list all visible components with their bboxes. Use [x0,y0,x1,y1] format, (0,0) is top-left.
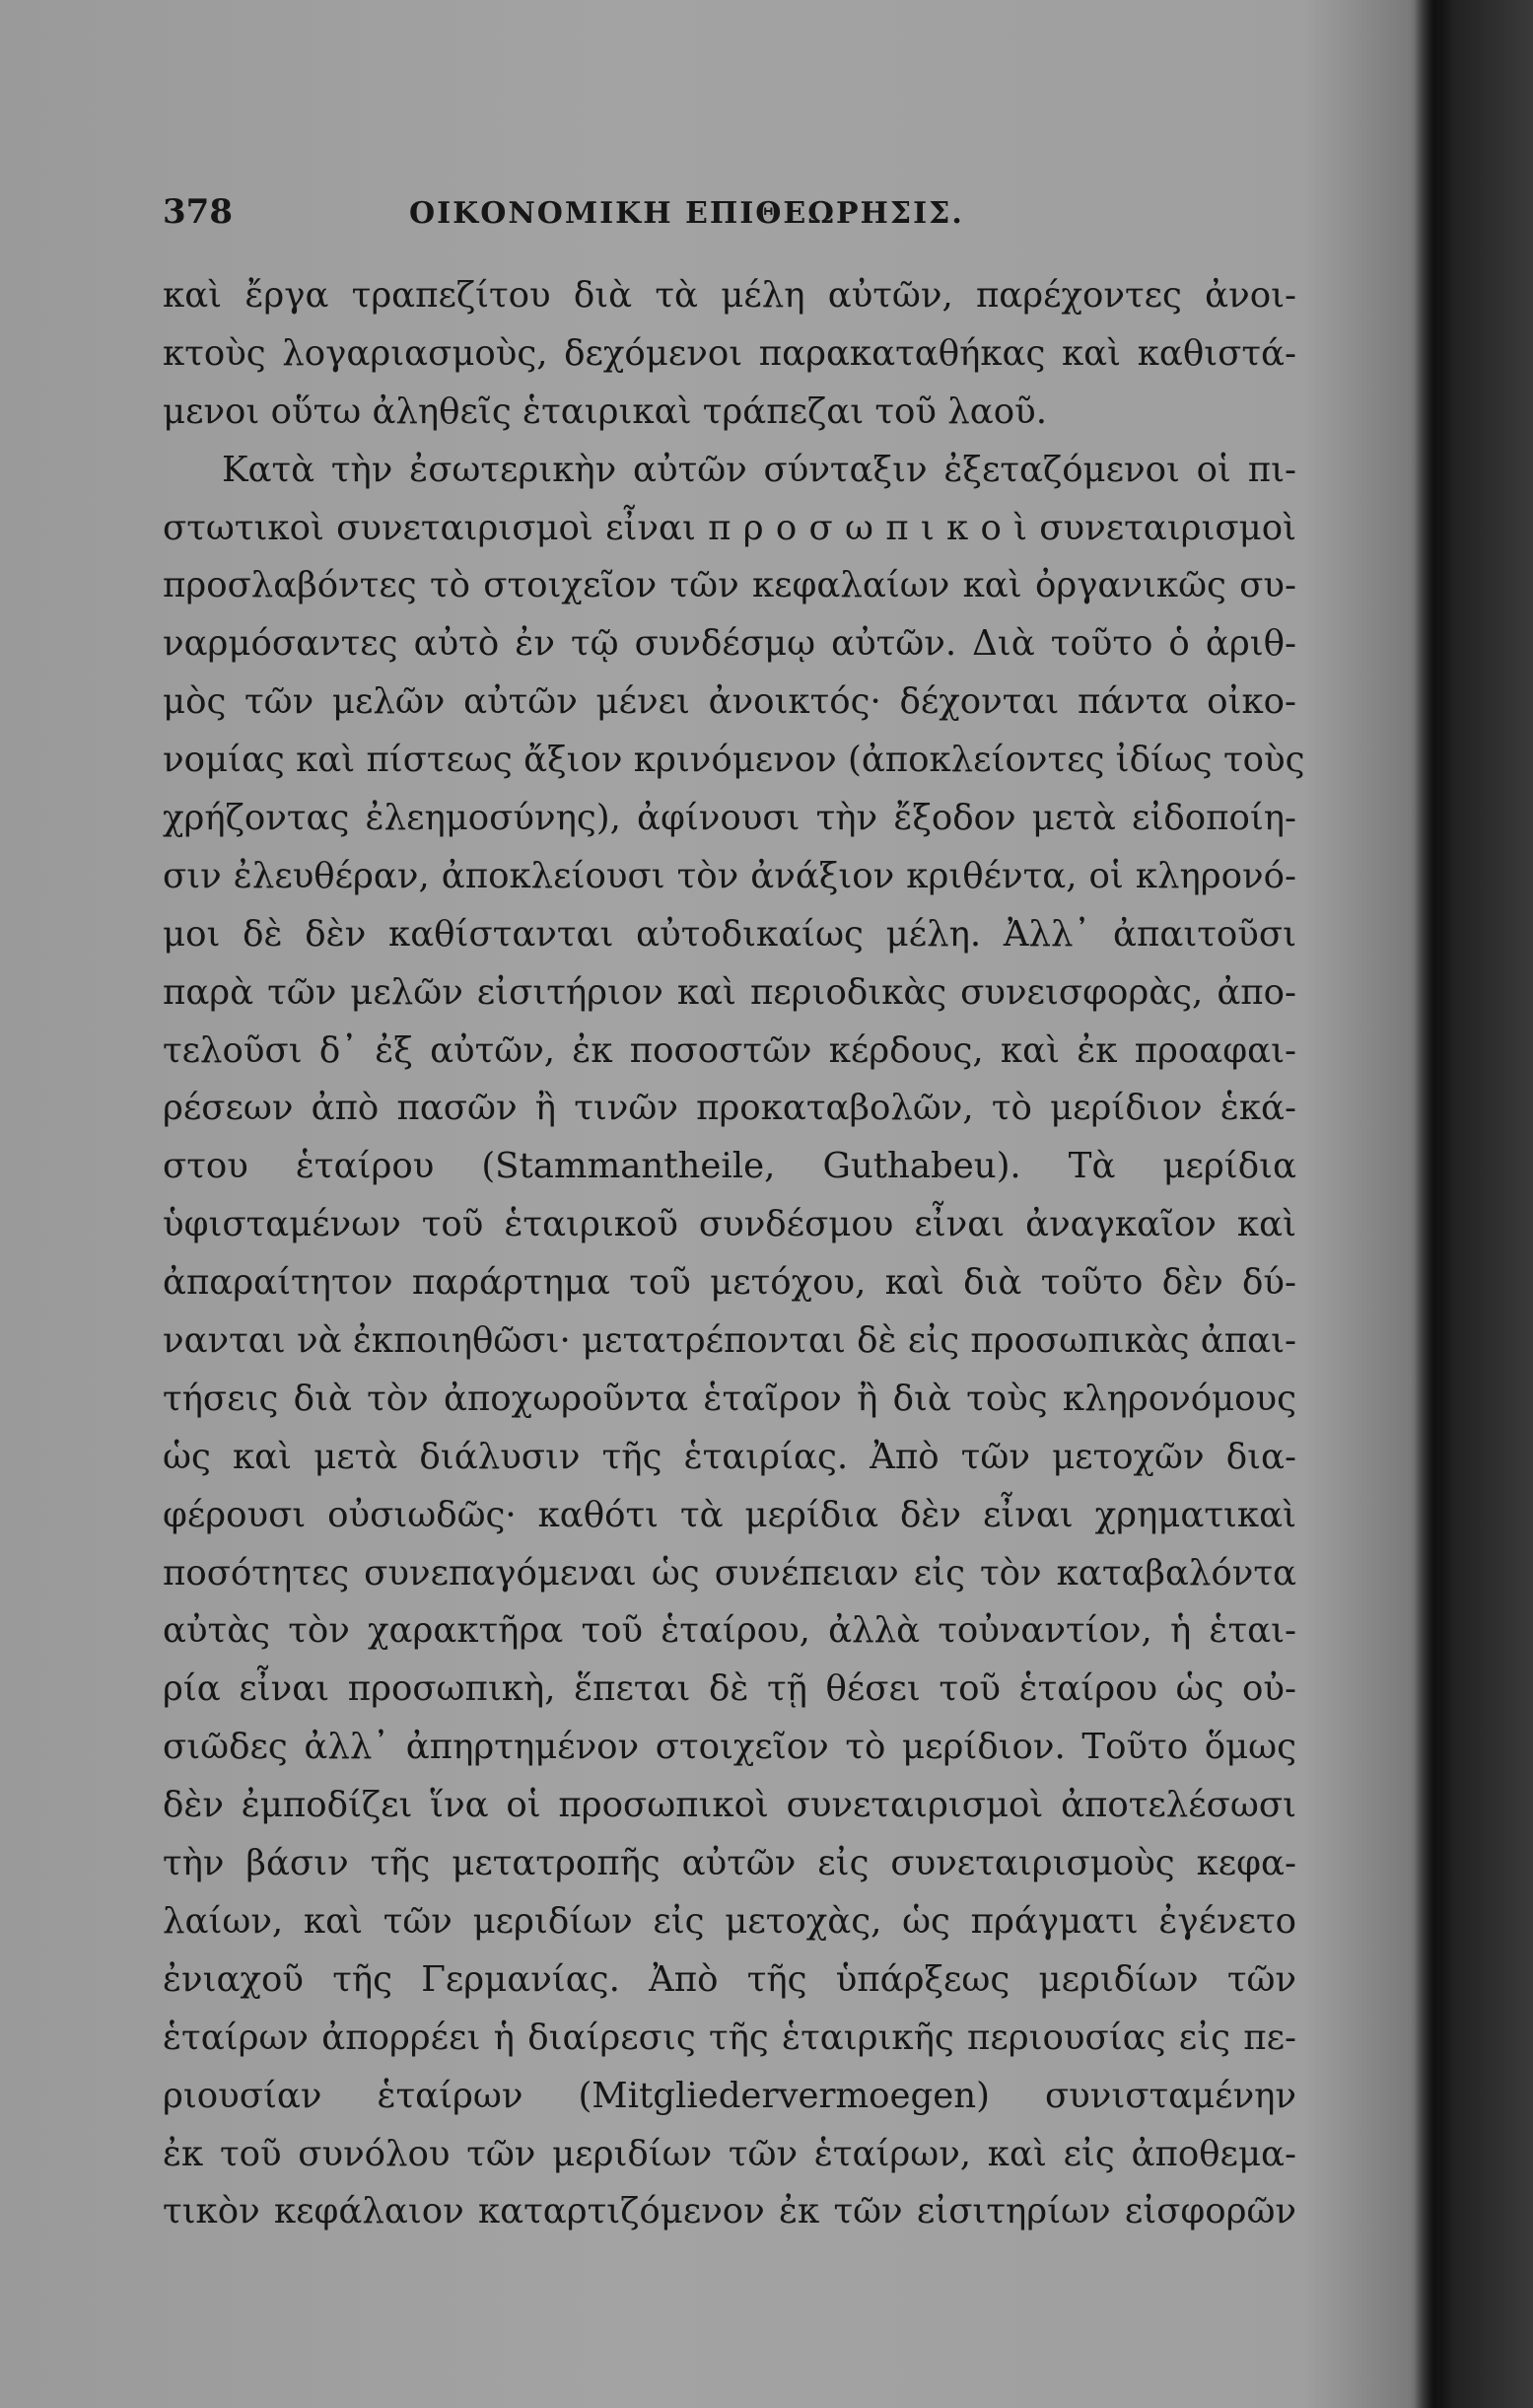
text-line: στου ἑταίρου (Stammantheile, Guthabeu). Τὰ μερίδια [163,1146,1296,1187]
text-line: ἀπαραίτητον παράρτημα τοῦ μετόχου, καὶ διὰ τοῦτο δὲν δύ- [163,1262,1296,1304]
text-line: στωτικοὶ συνεταιρισμοὶ εἶναι π ρ ο σ ω π ι κ ο ὶ συνεταιρισμοὶ [163,507,1296,548]
page-header [163,192,1296,251]
book-gutter-shadow [1415,0,1454,2408]
text-line: χρήζοντας ἐλεημοσύνης), ἀφίνουσι τὴν ἔξοδον μετὰ εἰδοποίη- [163,798,1296,839]
text-line: νανται νὰ ἐκποιηθῶσι· μετατρέπονται δὲ εἰς προσωπικὰς ἀπαι- [163,1320,1296,1362]
text-line: σιν ἐλευθέραν, ἀποκλείουσι τὸν ἀνάξιον κριθέντα, οἱ κληρονό- [163,855,1296,896]
text-line: σιῶδες ἀλλ᾽ ἀπηρτημένον στοιχεῖον τὸ μερίδιον. Τοῦτο ὅμως [163,1727,1296,1768]
text-line: νομίας καὶ πίστεως ἄξιον κρινόμενον (ἀποκλείοντες ἰδίως τοὺς [163,740,1305,781]
text-line: ναρμόσαντες αὐτὸ ἐν τῷ συνδέσμῳ αὐτῶν. Διὰ τοῦτο ὁ ἀριθ- [163,623,1296,665]
text-line: μενοι οὕτω ἀληθεῖς ἑταιρικαὶ τράπεζαι τοῦ λαοῦ. [163,390,1047,432]
text-line: δὲν ἐμποδίζει ἵνα οἱ προσωπικοὶ συνεταιρισμοὶ ἀποτελέσωσι [163,1785,1296,1826]
text-line: τὴν βάσιν τῆς μετατροπῆς αὐτῶν εἰς συνεταιρισμοὺς κεφα- [163,1843,1296,1884]
text-line: μὸς τῶν μελῶν αὐτῶν μένει ἀνοικτός· δέχονται πάντα οἰκο- [163,681,1296,723]
text-line: λαίων, καὶ τῶν μεριδίων εἰς μετοχὰς, ὡς πράγματι ἐγένετο [163,1900,1296,1942]
text-line: ἐκ τοῦ συνόλου τῶν μεριδίων τῶν ἑταίρων, καὶ εἰς ἀποθεμα- [163,2133,1296,2174]
text-line: παρὰ τῶν μελῶν εἰσιτήριον καὶ περιοδικὰς συνεισφορὰς, ἀπο- [163,971,1296,1013]
text-line: καὶ ἔργα τραπεζίτου διὰ τὰ μέλη αὐτῶν, παρέχοντες ἀνοι- [163,275,1296,316]
text-line: τήσεις διὰ τὸν ἀποχωροῦντα ἑταῖρον ἢ διὰ τοὺς κληρονόμους [163,1378,1296,1419]
text-line: προσλαβόντες τὸ στοιχεῖον τῶν κεφαλαίων καὶ ὀργανικῶς συ- [163,565,1296,606]
text-line: μοι δὲ δὲν καθίστανται αὐτοδικαίως μέλη. Ἀλλ᾽ ἀπαιτοῦσι [163,913,1296,955]
text-line: ἐνιαχοῦ τῆς Γερμανίας. Ἀπὸ τῆς ὑπάρξεως μεριδίων τῶν [163,1958,1296,2000]
text-line: ἑταίρων ἀπορρέει ἡ διαίρεσις τῆς ἑταιρικῆς περιουσίας εἰς πε- [163,2017,1296,2058]
text-line: τικὸν κεφάλαιον καταρτιζόμενον ἐκ τῶν εἰσιτηρίων εἰσφορῶν [163,2191,1296,2232]
text-line: ποσότητες συνεπαγόμεναι ὡς συνέπειαν εἰς τὸν καταβαλόντα [163,1552,1296,1594]
running-title: ΟΙΚΟΝΟΜΙΚΗ ΕΠΙΘΕΩΡΗΣΙΣ. [409,196,964,231]
page-content [163,192,1305,2241]
text-line: ρέσεων ἀπὸ πασῶν ἢ τινῶν προκαταβολῶν, τὸ μερίδιον ἑκά- [163,1088,1296,1129]
text-line: φέρουσι οὐσιωδῶς· καθότι τὰ μερίδια δὲν εἶναι χρηματικαὶ [163,1494,1296,1535]
text-line: Κατὰ τὴν ἐσωτερικὴν αὐτῶν σύνταξιν ἐξεταζόμενοι οἱ πι- [222,449,1296,490]
text-line: ριουσίαν ἑταίρων (Mitgliedervermoegen) συνισταμένην [163,2075,1296,2116]
text-line: κτοὺς λογαριασμοὺς, δεχόμενοι παρακαταθήκας καὶ καθιστά- [163,332,1296,374]
text-line: τελοῦσι δ᾽ ἐξ αὐτῶν, ἐκ ποσοστῶν κέρδους, καὶ ἐκ προαφαι- [163,1029,1296,1071]
text-line: ὡς καὶ μετὰ διάλυσιν τῆς ἑταιρίας. Ἀπὸ τῶν μετοχῶν δια- [163,1436,1296,1477]
text-body [163,267,1305,2241]
page-number: 378 [163,192,233,232]
text-line: αὐτὰς τὸν χαρακτῆρα τοῦ ἑταίρου, ἀλλὰ τοὐναντίον, ἡ ἑται- [163,1610,1296,1652]
text-line: ὑφισταμένων τοῦ ἑταιρικοῦ συνδέσμου εἶναι ἀναγκαῖον καὶ [163,1204,1296,1245]
text-line: ρία εἶναι προσωπικὴ, ἕπεται δὲ τῇ θέσει τοῦ ἑταίρου ὡς οὐ- [163,1668,1296,1710]
